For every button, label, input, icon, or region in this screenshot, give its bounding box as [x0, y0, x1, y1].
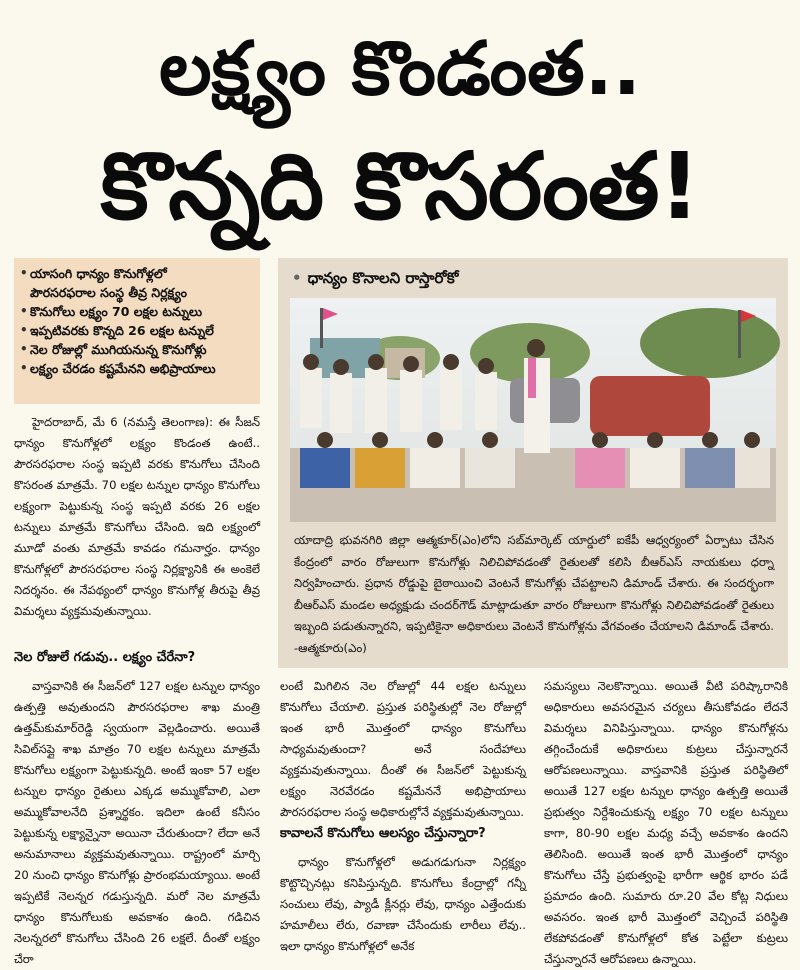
photo-title: • ధాన్యం కొనాలని రాస్తారోకో: [292, 269, 459, 287]
headline-line-1: లక్ష్యం కొండంత..: [159, 26, 641, 112]
section-heading-2: కావాలనే కొనుగోలు ఆలస్యం చేస్తున్నారా?: [280, 826, 486, 841]
photo-panel: [278, 258, 788, 668]
protest-photo-illustration: [290, 298, 776, 522]
highlight-item-continued: పౌరసరఫరాల సంస్థ తీవ్ర నిర్లక్ష్యం: [30, 285, 187, 300]
section-heading-1: నెల రోజులే గడువు.. లక్ష్యం చేరేనా?: [14, 650, 196, 665]
highlights-box: [14, 258, 260, 404]
highlight-item: • కొనుగోలు లక్ష్యం 70 లక్షల టన్నులు: [20, 304, 203, 319]
photo-caption: యాదాద్రి భువనగిరి జిల్లా ఆత్మకూర్(ఎం)లోని సబ్‌మార్కెట్ యార్డులో ఐకేపీ ఆధ్వర్యంలో ఏర్పాటు చేసిన కేంద్రంలో వారం రోజులుగా కొనుగోళ్లు నిలిచిపోవడంతో రైతులతో కలిసి బీఆర్ఎస్ నాయకులు ధర్నా నిర్వహించారు. ప్రధాన రోడ్డుపై బైఠాయించి వెంటనే కొనుగోళ్లు చేపట్టాలని డిమాండ్ చేశారు. ఈ సందర్భంగా బీఆర్ఎస్ మండల అధ్యక్షుడు చందర్‌గౌడ్ మాట్లాడుతూ వారం రోజులుగా కొనుగోళ్లు నిలిచిపోవడంతో రైతులు ఇబ్బంది పడుతున్నారని, ఇప్పటికైనా అధికారులు వెంటనే కొనుగోళ్లను వేగవంతం చేయాలని డిమాండ్ చేశారు. -ఆత్మకూరు(ఎం): [294, 533, 774, 655]
protest-photo: [290, 298, 776, 522]
body-column-1: వాస్తవానికి ఈ సీజన్‌లో 127 లక్షల టన్నుల ధాన్యం ఉత్పత్తి అవుతుందని పౌరసరఫరాల శాఖ మంత్రి ఉత్తమ్‌కుమార్‌రెడ్డి స్వయంగా వెల్లడించారు. అయితే సివిల్‌సప్లై శాఖ మాత్రం 70 లక్షల టన్నులు మాత్రమే కొనుగోలు లక్ష్యంగా పెట్టుకున్నది. అంటే ఇంకా 57 లక్షల టన్నుల ధాన్యం రైతులు ఎక్కడ అమ్ముకోవాలి, ఎలా అమ్ముకోవాలనేది ప్రశ్నార్థకం. ఇదిలా ఉంటే కనీసం పెట్టుకున్న లక్ష్యాన్నైనా అయినా చేరుతుందా? లేదా అనే అనుమానాలు వ్యక్తమవుతున్నాయి. రాష్ట్రంలో మార్చి 20 నుంచి ధాన్యం కొనుగోళ్లు ప్రారంభమయ్యాయి. అంటే ఇప్పటికే నెలన్నర గడుస్తున్నది. మరో నెల మాత్రమే ధాన్యం కొనుగోలుకు అవకాశం ఉంది. గడిచిన నెలన్నరలో కొనుగోలు చేసింది 26 లక్షలే. దీంతో లక్ష్యం చేరా: [14, 679, 260, 966]
highlight-item: • లక్ష్యం చేరడం కష్టమేనని అభిప్రాయాలు: [20, 361, 216, 376]
highlight-item: • ఇప్పటివరకు కొన్నది 26 లక్షల టన్నులే: [20, 323, 214, 338]
body-column-2-bottom: ధాన్యం కొనుగోళ్లలో అడుగడుగునా నిర్లక్ష్యం కొట్టొచ్చినట్లు కనిపిస్తున్నది. కొనుగోలు కేంద్రాల్లో గన్నీ సంచులు లేవు, ప్యాడీ క్లీనర్లు లేవు, ధాన్యం ఎత్తేందుకు హమాలీలు లేరు, రవాణా చేసేందుకు లారీలు లేవు.. ఇలా ధాన్యం కొనుగోళ్లలో అనేక: [280, 855, 526, 953]
headline-line-2: కొన్నది కొసరంత!: [100, 133, 700, 240]
highlight-item: • నెల రోజుల్లో ముగియనున్న కొనుగోళ్లు: [20, 342, 207, 357]
body-column-2-top: లంటే మిగిలిన నెల రోజుల్లో 44 లక్షల టన్నులు కొనుగోలు చేయాలి. ప్రస్తుత పరిస్థితుల్లో నెల రోజుల్లో ఇంత భారీ మొత్తంలో ధాన్యం కొనుగోలు సాధ్యమవుతుందా? అనే సందేహాలు వ్యక్తమవుతున్నాయి. దీంతో ఈ సీజన్‌లో పెట్టుకున్న లక్ష్యం నెరవేరడం కష్టమేననే అభిప్రాయాలు పౌరసరఫరాల సంస్థ అధికారుల్లోనే వ్యక్తమవుతున్నాయి.: [280, 679, 526, 819]
body-column-3: సమస్యలు నెలకొన్నాయి. అయితే వీటి పరిష్కారానికి అధికారులు అవసరమైన చర్యలు తీసుకోవడం లేదనే విమర్శలు వినిపిస్తున్నాయి. ధాన్యం కొనుగోళ్లను తగ్గించేందుకే అధికారులు కుట్రలు చేస్తున్నారనే ఆరోపణలున్నాయి. వాస్తవానికి ప్రస్తుత పరిస్థితిలో అయితే 127 లక్షల టన్నుల ధాన్యం ఉత్పత్తి అయితే ప్రభుత్వం నిర్దేశించుకున్న లక్ష్యం 70 లక్షల టన్నులు కాగా, 80-90 లక్షల మధ్య వచ్చే అవకాశం ఉందని తెలిసింది. అయితే ఇంత భారీ మొత్తంలో ధాన్యం కొనుగోలు చేస్తే ప్రభుత్వంపై భారీగా ఆర్థిక భారం పడే ప్రమాదం ఉంది. సుమారు రూ.20 వేల కోట్ల నిధులు అవసరం. ఇంత భారీ మొత్తంలో వెచ్చించే పరిస్థితి లేకపోవడంతో కొనుగోళ్లలో కోత పెట్టేలా కుట్రలు చేస్తున్నారనే ఆరోపణలు ఉన్నాయి.: [544, 679, 788, 966]
intro-paragraph: హైదరాబాద్, మే 6 (నమస్తే తెలంగాణ): ఈ సీజన్ ధాన్యం కొనుగోళ్లలో లక్ష్యం కొండంత ఉంటే.. పౌరసరఫరాల సంస్థ ఇప్పటి వరకు కొనుగోలు చేసింది కొసరంత మాత్రమే. 70 లక్షల టన్నుల ధాన్యం కొనుగోలు లక్ష్యంగా పెట్టుకున్న సంస్థ ఇప్పటి వరకు 26 లక్షల టన్నులు మాత్రమే కొనుగోలు చేసింది. ఇది లక్ష్యంలో మూడో వంతు మాత్రమే కావడం గమనార్హం. ధాన్యం కొనుగోళ్లలో పౌరసరఫరాల సంస్థ నిర్లక్ష్యానికి ఈ అంకెలే నిదర్శనం. ఈ నేపథ్యంలో ధాన్యం కొనుగోళ్ల తీరుపై తీవ్ర విమర్శలు వ్యక్తమవుతున్నాయి.: [14, 415, 260, 618]
highlight-item: • యాసంగి ధాన్యం కొనుగోళ్లలో: [20, 266, 167, 281]
